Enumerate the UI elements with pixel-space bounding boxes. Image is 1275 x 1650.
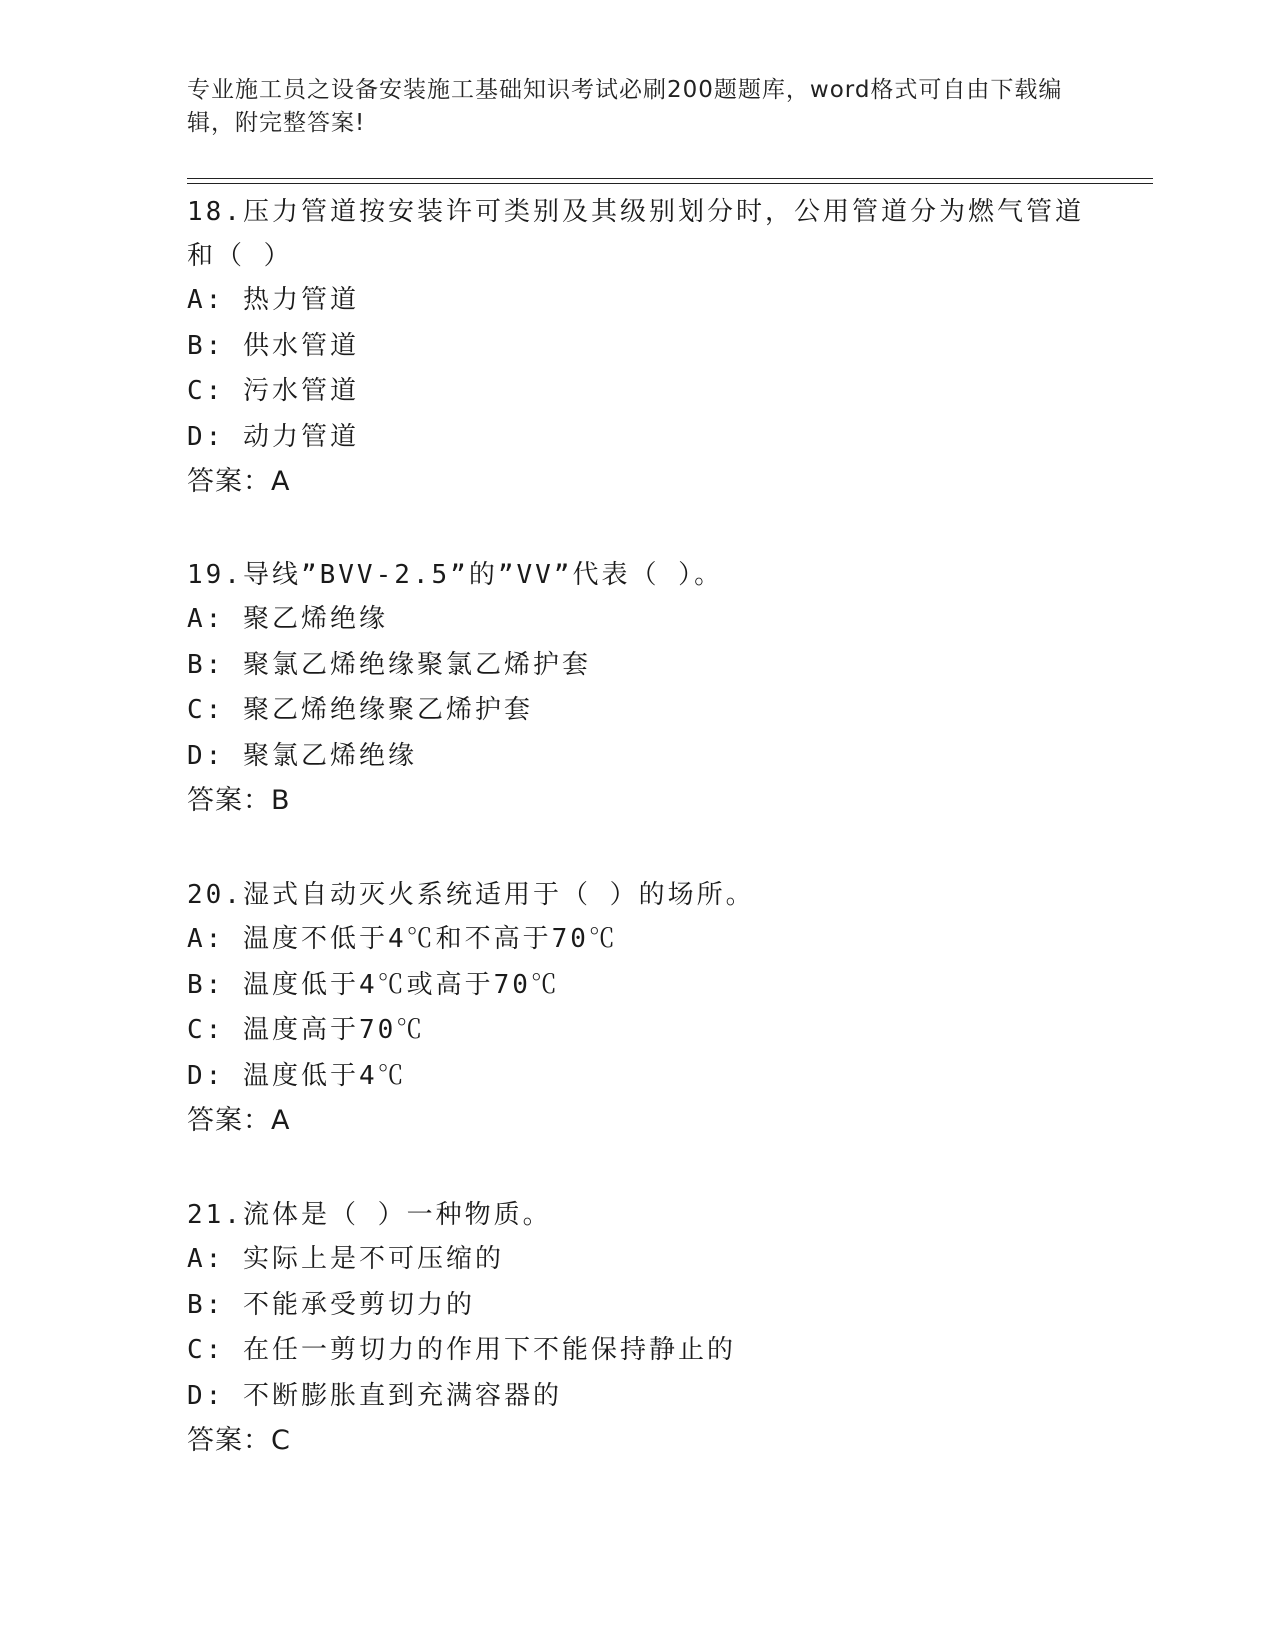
header-divider-top (187, 178, 1153, 179)
question-20 (187, 873, 1087, 1143)
option-b: B: 供水管道 (187, 330, 359, 361)
answer: 答案：B (187, 785, 291, 816)
header-divider-bottom (187, 183, 1153, 184)
option-b: B: 聚氯乙烯绝缘聚氯乙烯护套 (187, 649, 591, 680)
option-d: D: 温度低于4℃ (187, 1060, 407, 1091)
question-stem: 21.流体是（ ）一种物质。 (187, 1200, 552, 1230)
option-d: D: 聚氯乙烯绝缘 (187, 740, 417, 771)
option-a: A: 热力管道 (187, 285, 359, 315)
option-d: D: 动力管道 (187, 421, 359, 452)
option-d: D: 不断膨胀直到充满容器的 (187, 1380, 562, 1411)
question-stem: 18.压力管道按安装许可类别及其级别划分时，公用管道分为燃气管道和（ ） (187, 197, 1084, 271)
question-stem: 19.导线”BVV-2.5”的”VV”代表（ ）。 (187, 560, 724, 590)
option-c: C: 污水管道 (187, 376, 359, 406)
document-header: 专业施工员之设备安装施工基础知识考试必刷200题题库，word格式可自由下载编辑，附完整答案! (187, 77, 1063, 136)
option-b: B: 不能承受剪切力的 (187, 1289, 475, 1320)
answer: 答案：C (187, 1425, 291, 1456)
question-19 (187, 553, 1087, 823)
option-a: A: 聚乙烯绝缘 (187, 604, 388, 634)
option-c: C: 温度高于70℃ (187, 1015, 426, 1045)
question-stem: 20.湿式自动灭火系统适用于（ ）的场所。 (187, 880, 755, 910)
option-b: B: 温度低于4℃或高于70℃ (187, 969, 560, 1000)
question-18 (187, 190, 1087, 504)
option-a: A: 温度不低于4℃和不高于70℃ (187, 924, 618, 954)
question-21 (187, 1193, 1087, 1463)
answer: 答案：A (187, 466, 291, 497)
answer: 答案：A (187, 1105, 291, 1136)
option-a: A: 实际上是不可压缩的 (187, 1244, 504, 1274)
option-c: C: 在任一剪切力的作用下不能保持静止的 (187, 1335, 736, 1365)
option-c: C: 聚乙烯绝缘聚乙烯护套 (187, 695, 533, 725)
